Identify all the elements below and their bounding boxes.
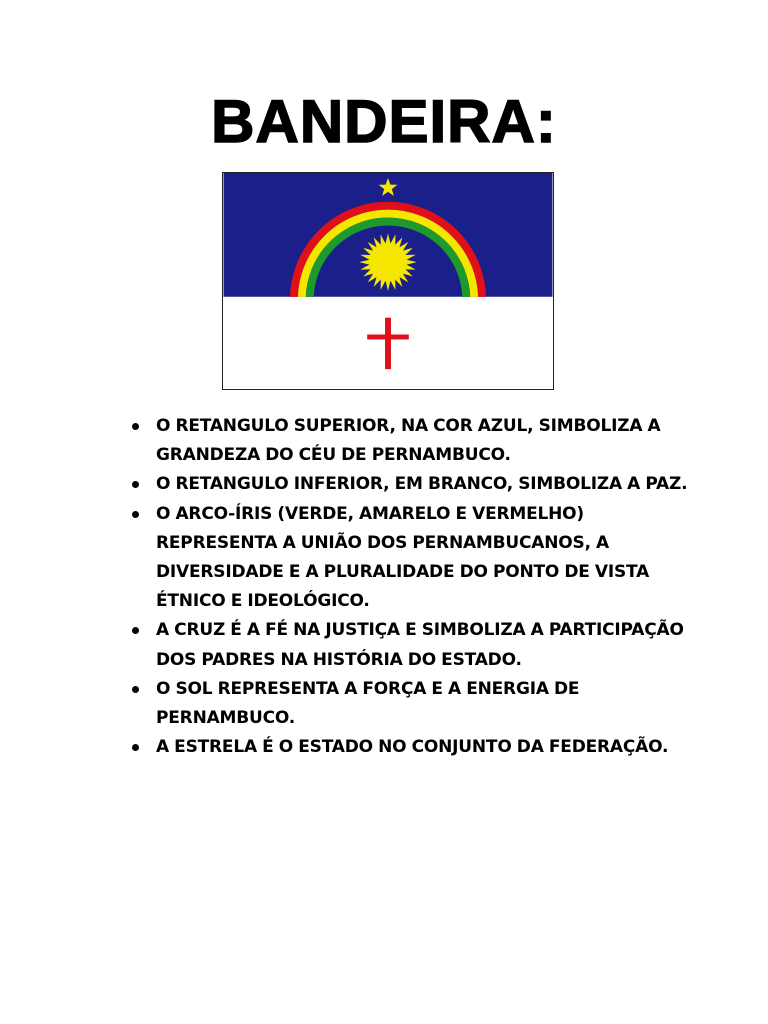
list-item-text: O RETANGULO SUPERIOR, NA COR AZUL, SIMBOLIZA A GRANDEZA DO CÉU DE PERNAMBUCO. <box>156 416 661 466</box>
bullet-icon <box>132 511 139 518</box>
list-item-text: O RETANGULO INFERIOR, EM BRANCO, SIMBOLIZA A PAZ. <box>156 474 688 495</box>
page-title: BANDEIRA: <box>211 88 557 155</box>
list-item <box>130 500 690 617</box>
bullet-icon <box>132 744 139 751</box>
list-item <box>130 616 690 674</box>
flag-svg <box>223 173 553 389</box>
pernambuco-flag-image <box>222 172 554 390</box>
list-item-text: A CRUZ É A FÉ NA JUSTIÇA E SIMBOLIZA A PARTICIPAÇÃO DOS PADRES NA HISTÓRIA DO ESTADO. <box>156 620 684 670</box>
list-item <box>130 470 690 499</box>
list-item-text: O ARCO-ÍRIS (VERDE, AMARELO E VERMELHO) REPRESENTA A UNIÃO DOS PERNAMBUCANOS, A DIVERSIDADE E A PLURALIDADE DO PONTO DE VISTA ÉTNICO E IDEOLÓGICO. <box>156 503 650 612</box>
list-item <box>130 412 690 470</box>
bullet-list <box>130 412 690 762</box>
bullet-icon <box>132 481 139 488</box>
bullet-icon <box>132 423 139 430</box>
list-item <box>130 733 690 762</box>
sun-disc <box>373 247 403 277</box>
list-item-text: A ESTRELA É O ESTADO NO CONJUNTO DA FEDERAÇÃO. <box>156 737 669 758</box>
bullet-icon <box>132 627 139 634</box>
sun-icon <box>359 233 416 290</box>
list-item-text: O SOL REPRESENTA A FORÇA E A ENERGIA DE PERNAMBUCO. <box>156 678 580 729</box>
list-item <box>130 675 690 733</box>
bullet-icon <box>132 686 139 693</box>
